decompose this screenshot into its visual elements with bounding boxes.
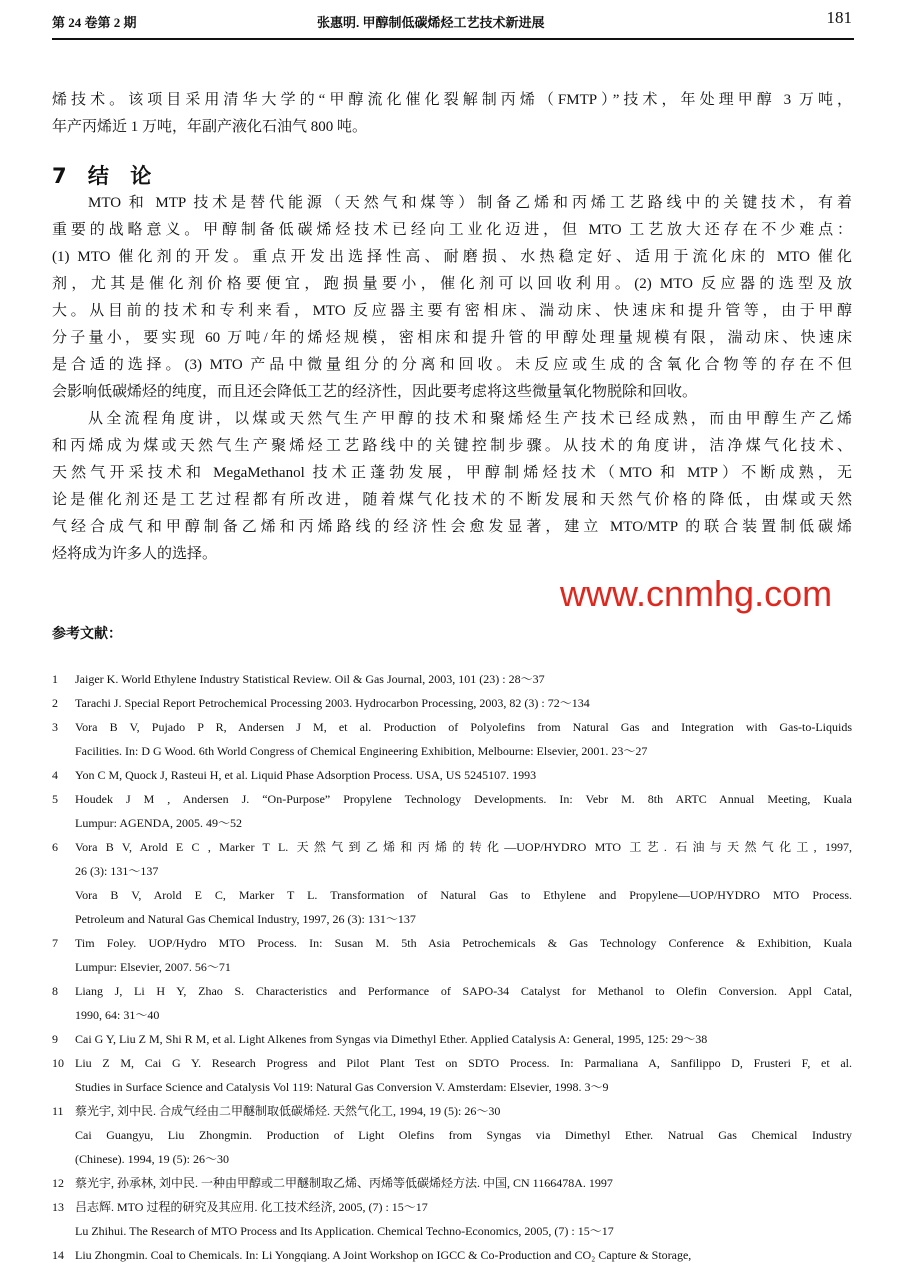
reference-line: Houdek J M , Andersen J. “On-Purpose” Propylene Technology Developments. In: Vebr M. 8th ARTC Annual Meeting, Kuala: [75, 792, 852, 806]
text-line: 气经合成气和甲醇制备乙烯和丙烯路线的经济性会愈发显著，建立 MTO/MTP 的联合装置制低碳烯: [52, 519, 852, 535]
reference-number: 7: [52, 936, 58, 950]
reference-number: 8: [52, 984, 58, 998]
page-number: 181: [826, 8, 852, 27]
reference-line: Cai G Y, Liu Z M, Shi R M, et al. Light Alkenes from Syngas via Dimethyl Ether. Applied Catalysis A: General, 1995, 125: 29～38: [75, 1032, 708, 1046]
reference-line: 26 (3): 131～137: [75, 864, 159, 878]
reference-line: 蔡光宇, 孙承林, 刘中民. 一种由甲醇或二甲醚制取乙烯、丙烯等低碳烯烃方法. 中国, CN 1166478A. 1997: [75, 1176, 613, 1190]
reference-number: 2: [52, 696, 58, 710]
reference-line: (Chinese). 1994, 19 (5): 26～30: [75, 1152, 229, 1166]
section-heading: 7 结 论: [52, 164, 152, 188]
text-line: 从全流程角度讲，以煤或天然气生产甲醇的技术和聚烯烃生产技术已经成熟，而由甲醇生产乙烯: [88, 411, 852, 427]
reference-number: 11: [52, 1104, 64, 1118]
reference-number: 4: [52, 768, 58, 782]
reference-line: Lumpur: AGENDA, 2005. 49～52: [75, 816, 242, 830]
reference-line: Jaiger K. World Ethylene Industry Statistical Review. Oil & Gas Journal, 2003, 101 (23) : 28～37: [75, 672, 545, 686]
reference-line: Facilities. In: D G Wood. 6th World Congress of Chemical Engineering Exhibition, Melbourne: Elsevier, 2001. 23～27: [75, 744, 648, 758]
reference-line: 吕志辉. MTO 过程的研究及其应用. 化工技术经济, 2005, (7) : 15～17: [75, 1200, 428, 1214]
text-line: 会影响低碳烯烃的纯度，而且还会降低工艺的经济性，因此要考虑将这些微量氧化物脱除和回收。: [52, 384, 698, 400]
text-line: 剂，尤其是催化剂价格要便宜，跑损量要小，催化剂可以回收利用。(2) MTO 反应器的选型及放: [52, 276, 852, 292]
journal-issue: 第 24 卷第 2 期: [52, 15, 137, 30]
text-line: 烃将成为许多人的选择。: [52, 546, 218, 562]
reference-number: 10: [52, 1056, 64, 1070]
reference-line: Tim Foley. UOP/Hydro MTO Process. In: Susan M. 5th Asia Petrochemicals & Gas Technology Conference & Exhibition, Kuala: [75, 936, 852, 950]
text-line: 年产丙烯近 1 万吨，年副产液化石油气 800 吨。: [52, 119, 368, 135]
reference-number: 6: [52, 840, 58, 854]
text-line: 重要的战略意义。甲醇制备低碳烯烃技术已经向工业化迈进，但 MTO 工艺放大还存在不少难点：: [52, 222, 852, 238]
text-line: 是合适的选择。(3) MTO 产品中微量组分的分离和回收。未反应或生成的含氧化合物等的存在不但: [52, 357, 852, 373]
reference-line: Tarachi J. Special Report Petrochemical Processing 2003. Hydrocarbon Processing, 2003, 82 (3) : 72～134: [75, 696, 590, 710]
reference-line: Vora B V, Pujado P R, Andersen J M, et al. Production of Polyolefins from Natural Gas and Integration with Gas-to-Liquids: [75, 720, 852, 734]
text-line: MTO 和 MTP 技术是替代能源（天然气和煤等）制备乙烯和丙烯工艺路线中的关键技术，有着: [88, 195, 852, 211]
reference-line: 蔡光宇, 刘中民. 合成气经由二甲醚制取低碳烯烃. 天然气化工, 1994, 19 (5): 26～30: [75, 1104, 501, 1118]
text-line: (1) MTO 催化剂的开发。重点开发出选择性高、耐磨损、水热稳定好、适用于流化床的 MTO 催化: [52, 249, 852, 265]
text-line: 天然气开采技术和 MegaMethanol 技术正蓬勃发展，甲醇制烯烃技术（MTO 和 MTP）不断成熟，无: [52, 465, 852, 481]
text-line: 论是催化剂还是工艺过程都有所改进，随着煤气化技术的不断发展和天然气价格的降低，由煤或天然: [52, 492, 852, 508]
reference-line: Liu Z M, Cai G Y. Research Progress and Pilot Plant Test on SDTO Process. In: Parmaliana A, Sanfilippo D, Frusteri F, et al.: [75, 1056, 852, 1070]
reference-line: Vora B V, Arold E C , Marker T L. 天然气到乙烯和丙烯的转化—UOP/HYDRO MTO 工艺. 石油与天然气化工, 1997,: [75, 840, 852, 854]
reference-number: 1: [52, 672, 58, 686]
running-header: [52, 8, 852, 32]
reference-line: Lumpur: Elsevier, 2007. 56～71: [75, 960, 231, 974]
reference-line: Yon C M, Quock J, Rasteui H, et al. Liquid Phase Adsorption Process. USA, US 5245107. 1993: [75, 768, 537, 782]
reference-line: Liu Zhongmin. Coal to Chemicals. In: Li Yongqiang. A Joint Workshop on IGCC & Co-Production and CO₂ Capture & Storage,: [75, 1248, 692, 1262]
watermark: www.cnmhg.com: [560, 573, 833, 614]
reference-line: 1990, 64: 31～40: [75, 1008, 160, 1022]
text-line: 烯技术。该项目采用清华大学的“甲醇流化催化裂解制丙烯（FMTP）”技术，年处理甲醇 3 万吨，: [52, 92, 852, 108]
reference-line: Lu Zhihui. The Research of MTO Process and Its Application. Chemical Techno-Economics, 2005, (7) : 15～17: [75, 1224, 614, 1238]
reference-line: Petroleum and Natural Gas Chemical Industry, 1997, 26 (3): 131～137: [75, 912, 416, 926]
reference-number: 12: [52, 1176, 64, 1190]
running-title: 张惠明. 甲醇制低碳烯烃工艺技术新进展: [317, 15, 545, 30]
reference-number: 5: [52, 792, 58, 806]
reference-line: Cai Guangyu, Liu Zhongmin. Production of Light Olefins from Syngas via Dimethyl Ether. Natrual Gas Chemical Industry: [75, 1128, 852, 1142]
reference-number: 14: [52, 1248, 64, 1262]
text-line: 大。从目前的技术和专利来看，MTO 反应器主要有密相床、湍动床、快速床和提升管等，由于甲醇: [52, 303, 852, 319]
reference-line: Liang J, Li H Y, Zhao S. Characteristics and Performance of SAPO-34 Catalyst for Methanol to Olefin Conversion. Appl Catal,: [75, 984, 852, 998]
reference-number: 3: [52, 720, 58, 734]
text-line: 和丙烯成为煤或天然气生产聚烯烃工艺路线中的关键控制步骤。从技术的角度讲，洁净煤气化技术、: [52, 438, 852, 454]
reference-number: 13: [52, 1200, 64, 1214]
header-rule: [52, 38, 854, 40]
reference-number: 9: [52, 1032, 58, 1046]
references-heading: 参考文献：: [52, 626, 122, 642]
reference-line: Vora B V, Arold E C, Marker T L. Transformation of Natural Gas to Ethylene and Propylene—UOP/HYDRO MTO Process.: [75, 888, 852, 902]
reference-line: Studies in Surface Science and Catalysis Vol 119: Natural Gas Conversion V. Amsterdam: Elsevier, 1998. 3～9: [75, 1080, 609, 1094]
text-line: 分子量小，要实现 60 万吨/年的烯烃规模，密相床和提升管的甲醇处理量规模有限，湍动床、快速床: [52, 330, 852, 346]
